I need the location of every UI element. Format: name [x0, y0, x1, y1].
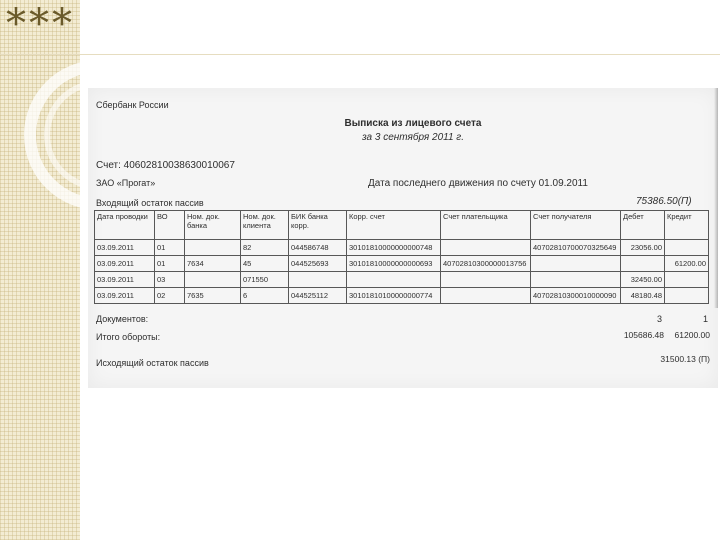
column-header: Дата проводки: [95, 211, 155, 240]
statement-title: Выписка из лицевого счета: [344, 118, 482, 129]
table-cell: 32450.00: [621, 272, 665, 288]
table-cell: 044525112: [289, 288, 347, 304]
column-header: ВО: [155, 211, 185, 240]
table-cell: 48180.48: [621, 288, 665, 304]
client-name: ЗАО «Прогат»: [96, 178, 156, 188]
table-cell: 7635: [185, 288, 241, 304]
table-cell: [665, 272, 709, 288]
closing-balance-label: Исходящий остаток пассив: [96, 358, 209, 368]
table-header-row: [95, 211, 709, 240]
documents-count-debit: 3: [656, 314, 662, 324]
documents-count-credit: 1: [702, 314, 708, 324]
statement-date: за 3 сентября 2011 г.: [361, 132, 465, 143]
column-header: Кредит: [665, 211, 709, 240]
table-cell: 30101810100000000774: [347, 288, 441, 304]
table-cell: 40702810300000013756: [441, 256, 531, 272]
table-cell: [441, 288, 531, 304]
table-cell: [531, 256, 621, 272]
column-header: Ном. док. банка: [185, 211, 241, 240]
closing-balance-value: 31500.13 (П): [660, 354, 710, 364]
table-cell: [665, 240, 709, 256]
column-header: БИК банка корр.: [289, 211, 347, 240]
turnover-label: Итого обороты:: [96, 332, 161, 342]
bank-name: Сбербанк России: [96, 100, 169, 110]
bank-statement-image: [88, 88, 718, 388]
table-cell: 82: [241, 240, 289, 256]
table-cell: [531, 272, 621, 288]
table-cell: 7634: [185, 256, 241, 272]
table-cell: 23056.00: [621, 240, 665, 256]
table-cell: [441, 272, 531, 288]
table-cell: [185, 272, 241, 288]
table-cell: 03.09.2011: [95, 288, 155, 304]
table-row: [95, 272, 709, 288]
slide-heading: ***: [6, 1, 75, 47]
turnover-credit: 61200.00: [674, 330, 710, 340]
table-cell: 044586748: [289, 240, 347, 256]
turnover-debit: 105686.48: [623, 330, 664, 340]
scan-edge-shadow: [714, 88, 718, 308]
table-cell: 071550: [241, 272, 289, 288]
table-cell: 40702810300010000090: [531, 288, 621, 304]
opening-balance-label: Входящий остаток пассив: [96, 198, 204, 208]
table-cell: [665, 288, 709, 304]
column-header: Счет плательщика: [441, 211, 531, 240]
table-row: [95, 240, 709, 256]
table-cell: 03.09.2011: [95, 256, 155, 272]
table-cell: 61200.00: [665, 256, 709, 272]
table-cell: 45: [241, 256, 289, 272]
table-cell: [185, 240, 241, 256]
table-cell: [441, 240, 531, 256]
table-cell: 30101810000000000748: [347, 240, 441, 256]
table-row: [95, 256, 709, 272]
column-header: Ном. док. клиента: [241, 211, 289, 240]
transactions-table: [94, 210, 709, 304]
column-header: Счет получателя: [531, 211, 621, 240]
table-cell: [347, 272, 441, 288]
last-movement-date: Дата последнего движения по счету 01.09.2011: [368, 178, 588, 189]
table-cell: 01: [155, 240, 185, 256]
table-row: [95, 288, 709, 304]
account-number: Счет: 40602810038630010067: [96, 160, 235, 171]
table-cell: 02: [155, 288, 185, 304]
table-cell: 30101810000000000693: [347, 256, 441, 272]
header-divider: [0, 54, 720, 55]
table-cell: 01: [155, 256, 185, 272]
table-cell: 03.09.2011: [95, 240, 155, 256]
column-header: Корр. счет: [347, 211, 441, 240]
table-cell: 03: [155, 272, 185, 288]
documents-count-label: Документов:: [96, 314, 149, 324]
table-cell: 40702810700070325649: [531, 240, 621, 256]
table-cell: [621, 256, 665, 272]
table-cell: 6: [241, 288, 289, 304]
table-cell: [289, 272, 347, 288]
opening-balance-value: 75386.50(П): [636, 196, 692, 207]
table-cell: 03.09.2011: [95, 272, 155, 288]
table-cell: 044525693: [289, 256, 347, 272]
column-header: Дебет: [621, 211, 665, 240]
